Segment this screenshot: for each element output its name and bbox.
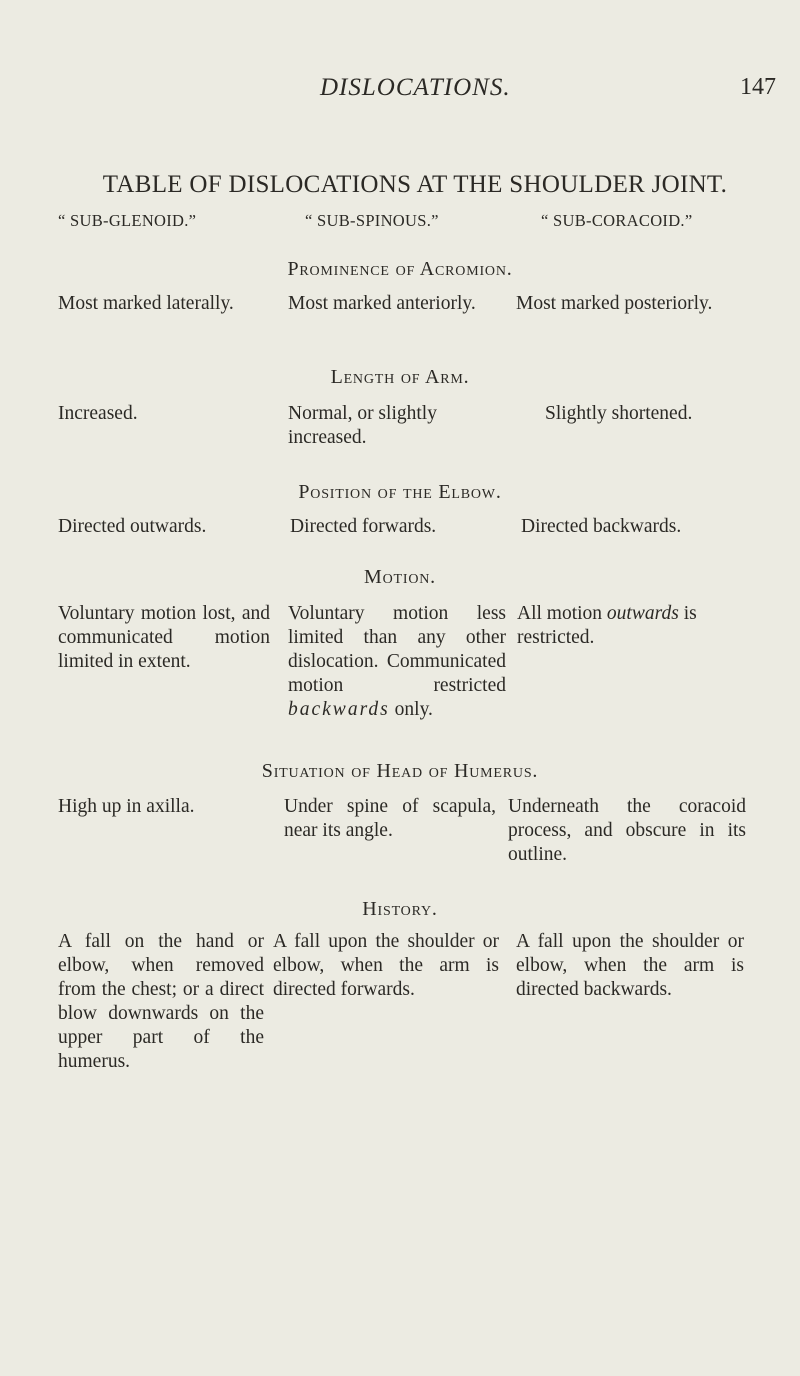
cell-sub-coracoid: Directed backwards. [521, 516, 682, 537]
cell-sub-spinous: A fall upon the shoulder or elbow, when the arm is directed forwards. [273, 931, 499, 1000]
section-title: Position of the Elbow. [298, 481, 502, 503]
cell-sub-coracoid: Slightly shortened. [545, 403, 693, 424]
section-title: Prominence of Acromion. [287, 258, 513, 280]
cell-text: Voluntary motion less limited than any other dislocation. Communicated motion restricted [288, 603, 506, 696]
section-title: History. [362, 898, 438, 920]
page-number: 147 [740, 74, 776, 100]
cell-text-after: is restricted. [517, 603, 697, 648]
page-header [0, 74, 800, 114]
cell-sub-glenoid: Voluntary motion lost, and communicated motion limited in extent. [58, 603, 270, 672]
cell-italic-text: outwards [606, 603, 679, 624]
running-title: DISLOCATIONS. [320, 74, 511, 101]
column-header-sub-glenoid: “ SUB-GLENOID.” [58, 211, 197, 230]
cell-sub-spinous: Most marked anteriorly. [288, 293, 476, 314]
column-headers [0, 211, 800, 239]
section-title: Situation of Head of Humerus. [261, 760, 539, 782]
cell-text: All motion [517, 603, 603, 624]
cell-sub-coracoid [517, 602, 757, 650]
section-title: Motion. [364, 566, 436, 588]
cell-sub-spinous: Directed forwards. [290, 516, 437, 537]
cell-sub-glenoid: Directed outwards. [58, 516, 207, 537]
cell-text-after: only. [394, 699, 433, 720]
cell-sub-spinous: Normal, or slightly increased. [288, 403, 437, 448]
cell-sub-coracoid: Underneath the coracoid process, and obscure in its outline. [508, 796, 746, 865]
cell-sub-coracoid: Most marked posteriorly. [516, 293, 713, 314]
table-title: TABLE OF DISLOCATIONS AT THE SHOULDER JOINT. [102, 171, 728, 198]
cell-sub-coracoid: A fall upon the shoulder or elbow, when the arm is directed backwards. [516, 931, 744, 1000]
cell-sub-glenoid: Most marked laterally. [58, 293, 234, 314]
cell-sub-spinous [288, 602, 506, 722]
cell-sub-glenoid: High up in axilla. [58, 796, 195, 817]
column-header-sub-coracoid: “ SUB-CORACOID.” [541, 211, 693, 230]
column-header-sub-spinous: “ SUB-SPINOUS.” [305, 211, 439, 230]
cell-sub-glenoid: Increased. [58, 403, 138, 424]
cell-sub-glenoid: A fall on the hand or elbow, when removed from the chest; or a direct blow downwards on the upper part of the humerus. [58, 931, 264, 1072]
cell-italic-text: backwards [288, 699, 390, 720]
section-title: Length of Arm. [330, 366, 470, 388]
cell-sub-spinous: Under spine of scapula, near its angle. [284, 796, 496, 841]
